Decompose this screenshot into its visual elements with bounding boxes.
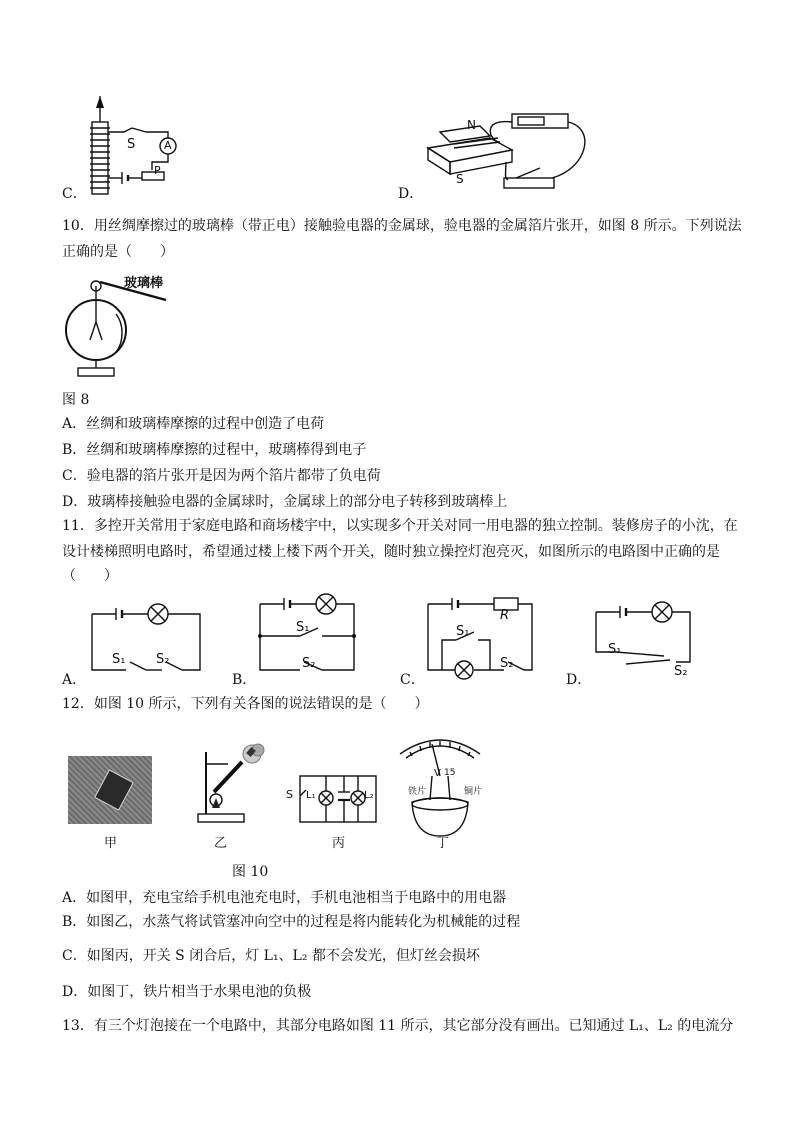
q12-option-b: B．如图乙，水蒸气将试管塞冲向空中的过程是将内能转化为机械能的过程: [62, 914, 521, 930]
q9-c-ammeter-label: A: [164, 139, 172, 152]
q11-d-s2: S₂: [674, 664, 688, 679]
q9-d-south-label: S: [456, 172, 464, 186]
q11-option-a-label: A．: [62, 672, 87, 688]
q11-b-s1: S₁: [296, 620, 310, 635]
q12-label-bing: 丙: [332, 836, 346, 851]
q11-option-b-label: B．: [232, 672, 257, 688]
q12-label-jia: 甲: [104, 836, 118, 851]
q11-circuit-d: [596, 600, 706, 680]
q12-label-yi: 乙: [214, 836, 228, 851]
q12-figure-caption: 图 10: [232, 864, 269, 880]
q12-figure-bing: [288, 768, 388, 838]
q10-figure-caption: 图 8: [62, 392, 90, 408]
q10-option-d: D．玻璃棒接触验电器的金属球时，金属球上的部分电子转移到玻璃棒上: [62, 494, 508, 510]
q12-option-d: D．如图丁，铁片相当于水果电池的负极: [62, 984, 312, 1000]
q9-option-c-label: C．: [62, 186, 87, 202]
q12-option-a: A．如图甲，充电宝给手机电池充电时，手机电池相当于电路中的用电器: [62, 890, 507, 906]
q11-stem-line2: 设计楼梯照明电路时，希望通过楼上楼下两个开关，随时独立操控灯泡亮灭，如图所示的电路图中正确的是: [62, 544, 720, 560]
q11-a-s1: S₁: [112, 652, 126, 667]
q12-ding-copper: 铜片: [464, 787, 483, 797]
q12-figure-yi: [194, 742, 274, 832]
q11-d-s1: S₁: [608, 642, 622, 657]
q9-figure-c: [84, 92, 214, 202]
q10-option-c: C．验电器的箔片张开是因为两个箔片都带了负电荷: [62, 468, 381, 484]
q13-stem-line1: 13．有三个灯泡接在一个电路中，其部分电路如图 11 所示，其它部分没有画出。已知通过 L₁、L₂ 的电流分: [62, 1018, 734, 1034]
q10-electroscope-figure: [62, 272, 182, 382]
q9-option-d-label: D．: [398, 186, 424, 202]
q11-c-resistor: R: [500, 608, 510, 623]
q12-bing-l2: L₂: [364, 790, 374, 801]
q11-option-d-label: D．: [566, 672, 592, 688]
q12-stem: 12．如图 10 所示，下列有关各图的说法错误的是（ ）: [62, 696, 429, 712]
q12-label-ding: 丁: [436, 836, 450, 851]
q11-c-s2: S₂: [500, 656, 514, 671]
q12-figure-ding: [390, 724, 490, 834]
q12-bing-switch: S: [286, 788, 293, 801]
q10-stem-line1: 10．用丝绸摩擦过的玻璃棒（带正电）接触验电器的金属球，验电器的金属箔片张开，如图 8 所示。下列说法: [62, 218, 742, 234]
q9-d-north-label: N: [467, 118, 476, 132]
q12-ding-meter: V: [434, 768, 441, 779]
q11-option-c-label: C．: [400, 672, 425, 688]
q11-c-s1: S₁: [456, 624, 470, 639]
q12-bing-l1: L₁: [306, 790, 316, 801]
q9-c-slider-label: P: [154, 164, 161, 177]
q9-figure-d: [420, 108, 600, 198]
q12-ding-scale: 15: [444, 768, 456, 778]
q12-ding-iron: 铁片: [408, 787, 427, 797]
q10-option-b: B．丝绸和玻璃棒摩擦的过程中，玻璃棒得到电子: [62, 442, 367, 458]
q10-stem-line2: 正确的是（ ）: [62, 244, 174, 260]
q11-a-s2: S₂: [156, 652, 170, 667]
q12-option-c: C．如图丙，开关 S 闭合后，灯 L₁、L₂ 都不会发光，但灯丝会损坏: [62, 948, 480, 964]
q9-c-switch-label: S: [127, 137, 136, 152]
q11-b-s2: S₂: [302, 656, 316, 671]
q11-circuit-c: [428, 594, 538, 674]
q11-stem-line1: 11．多控开关常用于家庭电路和商场楼宇中，以实现多个开关对同一用电器的独立控制。装修房子的小沈，在: [62, 518, 738, 534]
q11-stem-line3: （ ）: [62, 568, 118, 584]
q10-rod-label: 玻璃棒: [124, 276, 164, 291]
q11-circuit-a: [92, 600, 222, 680]
q10-option-a: A．丝绸和玻璃棒摩擦的过程中创造了电荷: [62, 416, 325, 432]
